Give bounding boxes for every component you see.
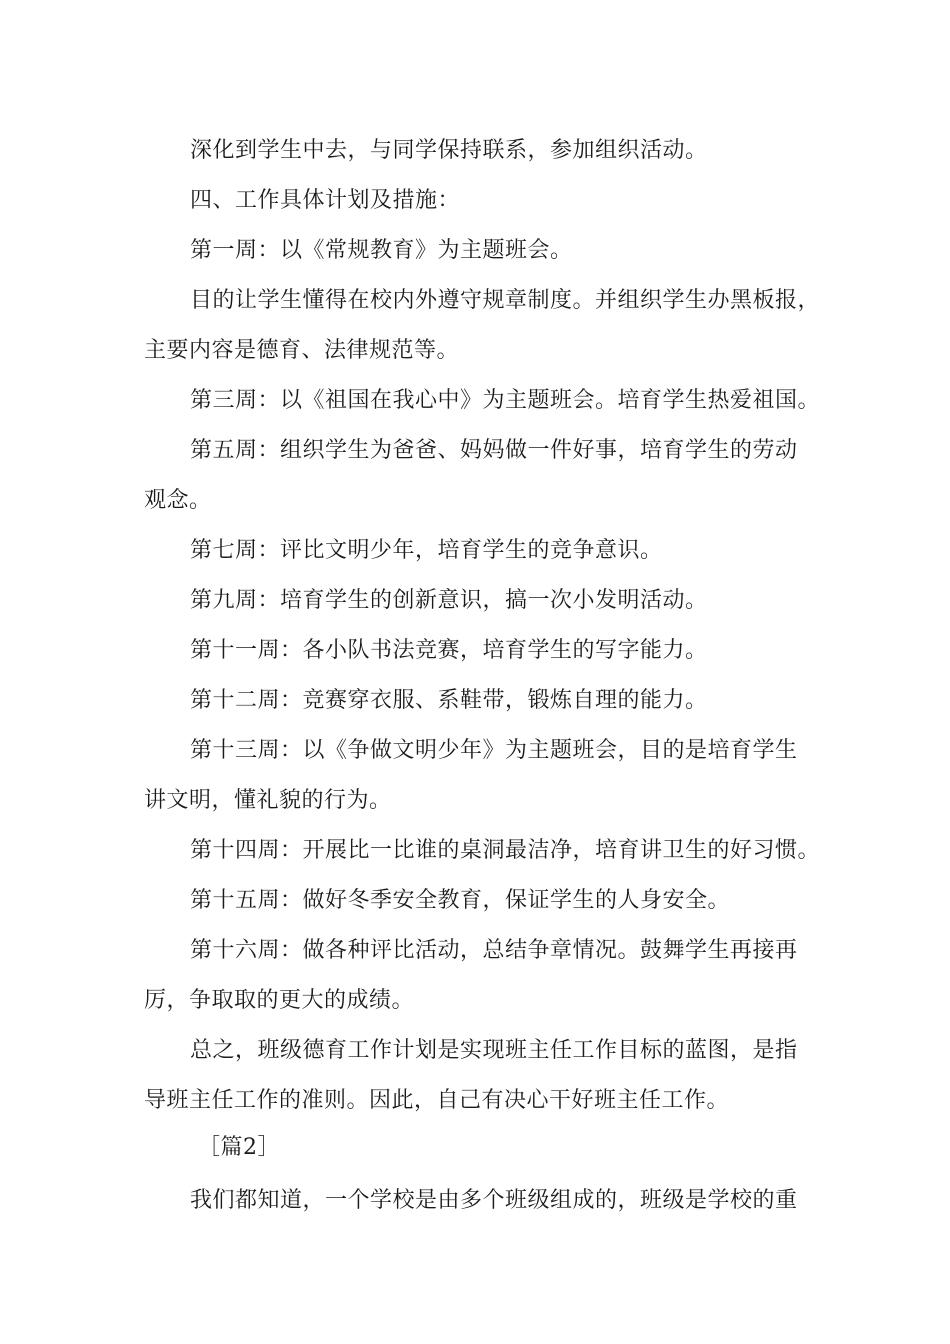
paragraph-line: 第十一周：各小队书法竞赛，培育学生的写字能力。 <box>190 638 708 663</box>
paragraph-line: 第三周：以《祖国在我心中》为主题班会。培育学生热爱祖国。 <box>190 388 821 413</box>
paragraph-line: 导班主任工作的准则。因此，自己有决心干好班主任工作。 <box>144 1088 730 1113</box>
section-marker: ［篇2］ <box>198 1135 280 1160</box>
paragraph-line: 第十五周：做好冬季安全教育，保证学生的人身安全。 <box>190 888 731 913</box>
paragraph-line: 第十六周：做各种评比活动，总结争章情况。鼓舞学生再接再 <box>190 938 798 963</box>
paragraph-line: 第十二周：竞赛穿衣服、系鞋带，锻炼自理的能力。 <box>190 688 708 713</box>
paragraph-line: 第十三周：以《争做文明少年》为主题班会，目的是培育学生 <box>190 738 798 763</box>
paragraph-line: 目的让学生懂得在校内外遵守规章制度。并组织学生办黑板报， <box>190 288 821 313</box>
section-heading: 四、工作具体计划及措施： <box>190 188 461 213</box>
paragraph-line: 第十四周：开展比一比谁的桌洞最洁净，培育讲卫生的好习惯。 <box>190 838 821 863</box>
paragraph-line: 深化到学生中去，与同学保持联系，参加组织活动。 <box>190 138 708 163</box>
paragraph-line: 第七周：评比文明少年，培育学生的竞争意识。 <box>190 538 663 563</box>
paragraph-line: 总之，班级德育工作计划是实现班主任工作目标的蓝图，是指 <box>190 1038 798 1063</box>
paragraph-line: 主要内容是德育、法律规范等。 <box>144 338 460 363</box>
paragraph-line: 讲文明，懂礼貌的行为。 <box>144 788 392 813</box>
paragraph-line: 厉，争取取的更大的成绩。 <box>144 988 415 1013</box>
paragraph-line: 第一周：以《常规教育》为主题班会。 <box>190 238 573 263</box>
paragraph-line: 第五周：组织学生为爸爸、妈妈做一件好事，培育学生的劳动 <box>190 438 798 463</box>
paragraph-line: 第九周：培育学生的创新意识，搞一次小发明活动。 <box>190 588 708 613</box>
paragraph-line: 观念。 <box>144 488 212 513</box>
paragraph-line: 我们都知道，一个学校是由多个班级组成的，班级是学校的重 <box>190 1188 798 1213</box>
